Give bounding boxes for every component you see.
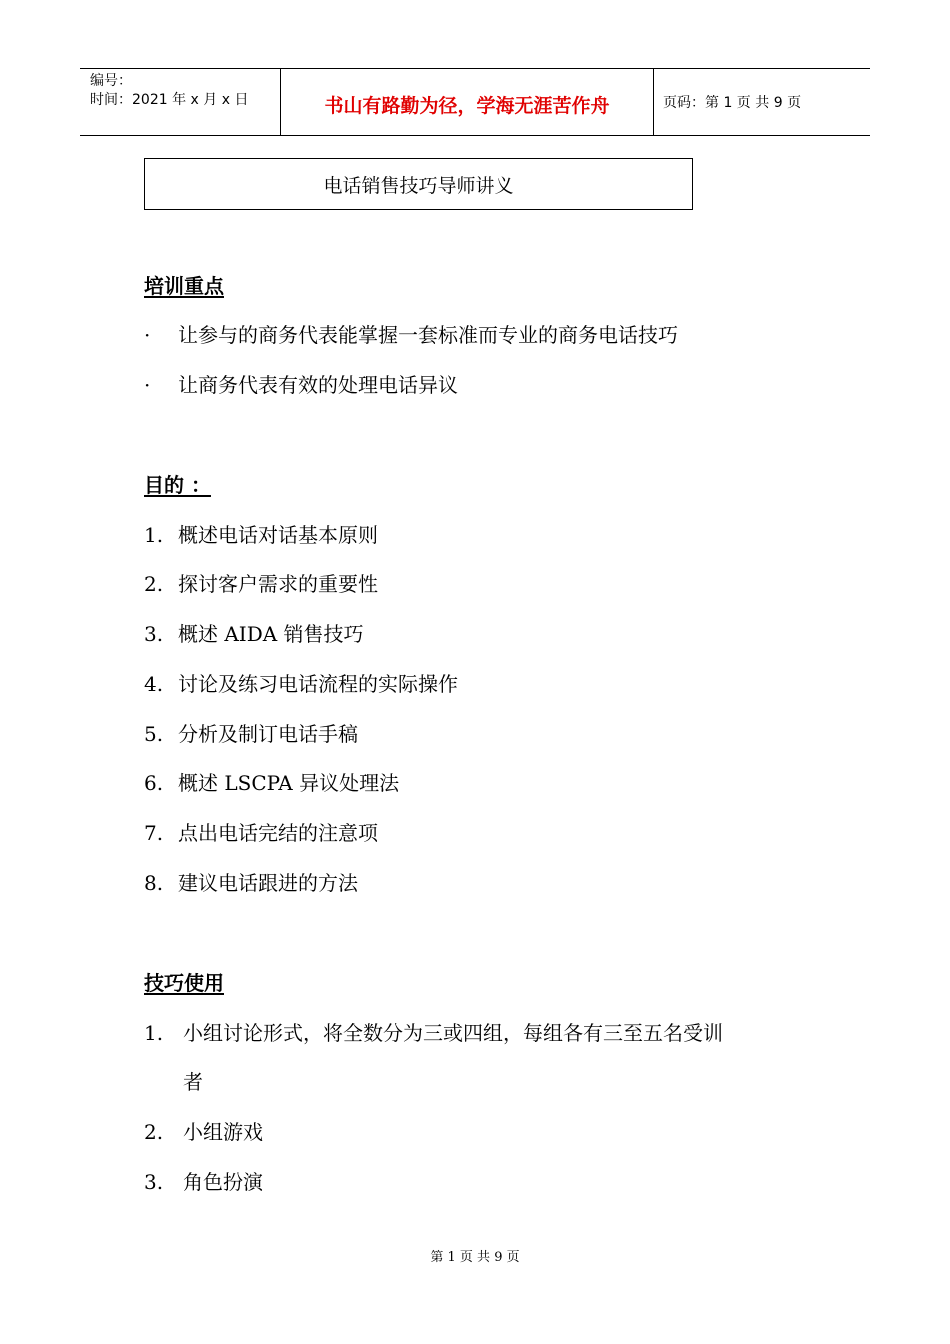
time-label: 时间：2021 年 x 月 x 日 <box>90 92 249 108</box>
list-item-text: 让参与的商务代表能掌握一套标准而专业的商务电话技巧 <box>178 323 678 347</box>
list-item-text: 概述 LSCPA 异议处理法 <box>178 771 400 795</box>
document-title: 电话销售技巧导师讲义 <box>144 158 693 210</box>
list-number: 1. <box>144 1021 164 1045</box>
bullet: · <box>144 373 151 397</box>
page-footer: 第 1 页 共 9 页 <box>430 1250 520 1265</box>
section-heading-training-focus: 培训重点 <box>144 274 224 298</box>
list-number: 7. <box>144 821 164 845</box>
list-item <box>144 1118 263 1146</box>
list-number: 2. <box>144 1120 164 1144</box>
section-heading-techniques: 技巧使用 <box>144 971 224 995</box>
list-item-text: 点出电话完结的注意项 <box>178 821 378 845</box>
serial-label: 编号： <box>90 73 132 89</box>
list-item <box>144 769 399 797</box>
list-number: 5. <box>144 722 164 746</box>
page-header <box>80 68 870 136</box>
list-item-text: 角色扮演 <box>183 1170 263 1194</box>
list-item-text: 探讨客户需求的重要性 <box>178 572 378 596</box>
list-number: 3. <box>144 622 164 646</box>
list-item <box>144 321 678 349</box>
list-item <box>144 819 378 847</box>
section-heading-purpose: 目的 ： <box>144 473 211 497</box>
list-item-text: 小组讨论形式，将全数分为三或四组，每组各有三至五名受训 <box>183 1021 723 1045</box>
list-item <box>144 869 358 897</box>
list-item <box>144 1168 263 1196</box>
list-item <box>144 620 364 648</box>
list-item <box>144 720 358 748</box>
list-number: 1. <box>144 523 164 547</box>
list-number: 6. <box>144 771 164 795</box>
list-item <box>144 521 378 549</box>
header-motto: 书山有路勤为径，学海无涯苦作舟 <box>281 69 654 135</box>
list-item-text: 小组游戏 <box>183 1120 263 1144</box>
list-number: 8. <box>144 871 164 895</box>
list-item-text: 概述电话对话基本原则 <box>178 523 378 547</box>
list-item <box>144 570 378 598</box>
bullet: · <box>144 323 151 347</box>
list-item-text: 概述 AIDA 销售技巧 <box>178 622 364 646</box>
list-item-text: 分析及制订电话手稿 <box>178 722 358 746</box>
list-item <box>144 670 458 698</box>
header-page-info: 页码：第 1 页 共 9 页 <box>663 95 802 111</box>
list-number: 3. <box>144 1170 164 1194</box>
list-item-text: 建议电话跟进的方法 <box>178 871 358 895</box>
list-item-continuation: 者 <box>183 1070 203 1094</box>
list-number: 4. <box>144 672 164 696</box>
list-item <box>144 1019 723 1047</box>
list-item-text: 让商务代表有效的处理电话异议 <box>178 373 458 397</box>
list-number: 2. <box>144 572 164 596</box>
list-item <box>144 371 458 399</box>
header-meta <box>80 69 281 135</box>
list-item-text: 讨论及练习电话流程的实际操作 <box>178 672 458 696</box>
